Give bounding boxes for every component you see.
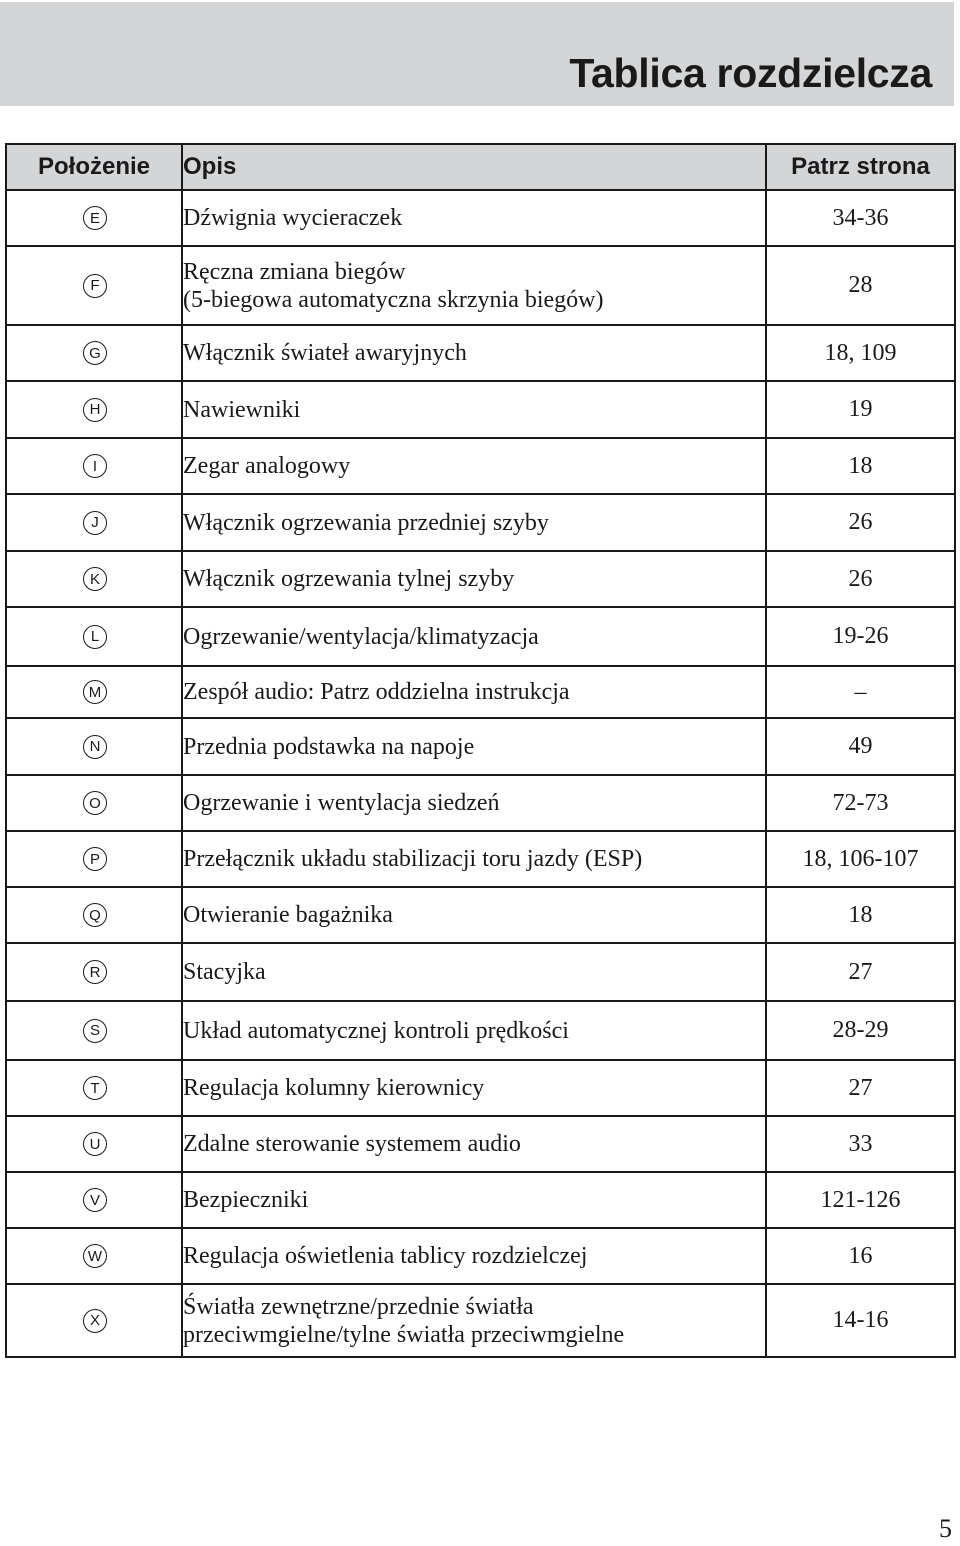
page-title: Tablica rozdzielcza (569, 50, 932, 96)
row-description-cell (182, 887, 766, 943)
row-page-cell (766, 1284, 955, 1357)
position-marker: M (83, 680, 107, 704)
table-header-row (6, 144, 955, 190)
description-line: Otwieranie bagażnika (183, 902, 393, 928)
row-position-cell (6, 943, 182, 1001)
page-reference: 26 (848, 509, 873, 535)
row-page-cell (766, 1001, 955, 1060)
row-page-cell (766, 1116, 955, 1172)
page-reference: 28-29 (832, 1017, 889, 1043)
row-description-cell (182, 775, 766, 831)
page-reference: 27 (848, 958, 873, 985)
table-row (6, 1284, 955, 1357)
row-page-cell (766, 246, 955, 325)
page-reference: 18, 109 (824, 339, 897, 366)
table-row (6, 943, 955, 1001)
page-reference: 28 (848, 272, 873, 298)
position-marker: U (83, 1132, 107, 1156)
row-position-cell (6, 1060, 182, 1116)
row-page-cell (766, 551, 955, 607)
position-marker: R (83, 960, 107, 984)
position-marker: K (83, 567, 107, 591)
description-line: Zespół audio: Patrz oddzielna instrukcja (183, 679, 570, 705)
row-description-cell (182, 666, 766, 718)
position-marker: E (83, 206, 107, 230)
header-description: Opis (182, 144, 766, 190)
row-description-cell (182, 1228, 766, 1284)
table-row (6, 1172, 955, 1228)
row-position-cell (6, 666, 182, 718)
header-position: Położenie (6, 144, 182, 190)
table-row (6, 775, 955, 831)
row-position-cell (6, 494, 182, 551)
table-row (6, 887, 955, 943)
page-reference: 121-126 (820, 1186, 901, 1213)
position-marker: T (83, 1076, 107, 1100)
description-line: Dźwignia wycieraczek (183, 205, 403, 231)
row-description-cell (182, 190, 766, 246)
table-row (6, 1116, 955, 1172)
row-position-cell (6, 246, 182, 325)
row-description-cell (182, 1284, 766, 1357)
position-marker: Q (83, 903, 107, 927)
row-position-cell (6, 381, 182, 438)
description-line: Zdalne sterowanie systemem audio (183, 1131, 521, 1157)
page-reference: 18 (848, 452, 873, 479)
row-position-cell (6, 831, 182, 887)
row-position-cell (6, 1284, 182, 1357)
page-reference: 14-16 (832, 1307, 889, 1333)
page-reference: 49 (848, 733, 873, 759)
description-line: Światła zewnętrzne/przednie światła (183, 1293, 534, 1320)
page-reference: 34-36 (832, 204, 889, 231)
row-description-cell (182, 246, 766, 325)
position-marker: J (83, 511, 107, 535)
position-marker: G (83, 341, 107, 365)
description-line: Stacyjka (183, 959, 266, 985)
table-row (6, 607, 955, 666)
row-position-cell (6, 718, 182, 775)
row-description-cell (182, 494, 766, 551)
table-row (6, 831, 955, 887)
table-row (6, 246, 955, 325)
row-page-cell (766, 718, 955, 775)
page-reference: 33 (848, 1130, 873, 1157)
row-description-cell (182, 1060, 766, 1116)
row-position-cell (6, 1116, 182, 1172)
dashboard-table (5, 143, 956, 1358)
description-line: Przednia podstawka na napoje (183, 733, 475, 760)
table-row (6, 1228, 955, 1284)
page-reference: 27 (848, 1074, 873, 1101)
page-reference: 19-26 (832, 623, 889, 649)
row-page-cell (766, 438, 955, 494)
position-marker: V (83, 1188, 107, 1212)
row-position-cell (6, 325, 182, 381)
description-line: Zegar analogowy (183, 453, 351, 479)
table-row (6, 494, 955, 551)
position-marker: S (83, 1019, 107, 1043)
row-page-cell (766, 494, 955, 551)
description-line: Ogrzewanie/wentylacja/klimatyzacja (183, 623, 539, 650)
position-marker: N (83, 735, 107, 759)
row-description-cell (182, 325, 766, 381)
page-number: 5 (939, 1514, 952, 1543)
description-line: Nawiewniki (183, 396, 301, 423)
page-reference: 72-73 (832, 789, 889, 816)
row-position-cell (6, 190, 182, 246)
position-marker: P (83, 847, 107, 871)
row-page-cell (766, 1228, 955, 1284)
description-line: Bezpieczniki (183, 1187, 309, 1213)
position-marker: W (83, 1244, 107, 1268)
table-row (6, 718, 955, 775)
table-row (6, 325, 955, 381)
table-row (6, 381, 955, 438)
position-marker: O (83, 791, 107, 815)
row-position-cell (6, 438, 182, 494)
row-page-cell (766, 943, 955, 1001)
table-body (6, 190, 955, 1357)
position-marker: I (83, 454, 107, 478)
header-page: Patrz strona (766, 144, 955, 190)
row-description-cell (182, 607, 766, 666)
position-marker: L (83, 625, 107, 649)
description-line: Ręczna zmiana biegów (183, 258, 406, 285)
table-row (6, 1001, 955, 1060)
row-page-cell (766, 381, 955, 438)
description-line: Ogrzewanie i wentylacja siedzeń (183, 790, 500, 816)
position-marker: X (83, 1309, 107, 1333)
page-reference: 19 (848, 396, 873, 422)
table-row (6, 551, 955, 607)
row-page-cell (766, 607, 955, 666)
row-page-cell (766, 1060, 955, 1116)
row-position-cell (6, 1172, 182, 1228)
page-reference: 26 (848, 565, 873, 592)
position-marker: F (83, 274, 107, 298)
description-line: Układ automatycznej kontroli prędkości (183, 1017, 569, 1044)
row-position-cell (6, 1228, 182, 1284)
row-description-cell (182, 381, 766, 438)
page-reference: 16 (848, 1242, 873, 1269)
page-reference: – (854, 678, 867, 705)
row-description-cell (182, 718, 766, 775)
row-description-cell (182, 1001, 766, 1060)
description-line: Włącznik świateł awaryjnych (183, 340, 467, 366)
description-line: (5-biegowa automatyczna skrzynia biegów) (183, 286, 604, 313)
description-line: Przełącznik układu stabilizacji toru jazdy (ESP) (183, 846, 643, 872)
description-line: Regulacja oświetlenia tablicy rozdzielczej (183, 1243, 588, 1269)
row-description-cell (182, 1116, 766, 1172)
position-marker: H (83, 398, 107, 422)
row-description-cell (182, 551, 766, 607)
page-reference: 18 (848, 901, 873, 928)
page-reference: 18, 106-107 (802, 845, 919, 872)
row-position-cell (6, 607, 182, 666)
row-description-cell (182, 831, 766, 887)
row-position-cell (6, 775, 182, 831)
row-page-cell (766, 831, 955, 887)
table-row (6, 666, 955, 718)
row-position-cell (6, 1001, 182, 1060)
row-page-cell (766, 666, 955, 718)
row-page-cell (766, 775, 955, 831)
row-page-cell (766, 1172, 955, 1228)
description-line: przeciwmgielne/tylne światła przeciwmgielne (183, 1321, 625, 1348)
row-description-cell (182, 1172, 766, 1228)
description-line: Włącznik ogrzewania przedniej szyby (183, 509, 549, 536)
table-row (6, 190, 955, 246)
table-row (6, 438, 955, 494)
row-position-cell (6, 887, 182, 943)
row-page-cell (766, 325, 955, 381)
description-line: Regulacja kolumny kierownicy (183, 1075, 485, 1101)
table-row (6, 1060, 955, 1116)
row-page-cell (766, 887, 955, 943)
row-description-cell (182, 943, 766, 1001)
row-page-cell (766, 190, 955, 246)
description-line: Włącznik ogrzewania tylnej szyby (183, 566, 515, 592)
row-position-cell (6, 551, 182, 607)
row-description-cell (182, 438, 766, 494)
